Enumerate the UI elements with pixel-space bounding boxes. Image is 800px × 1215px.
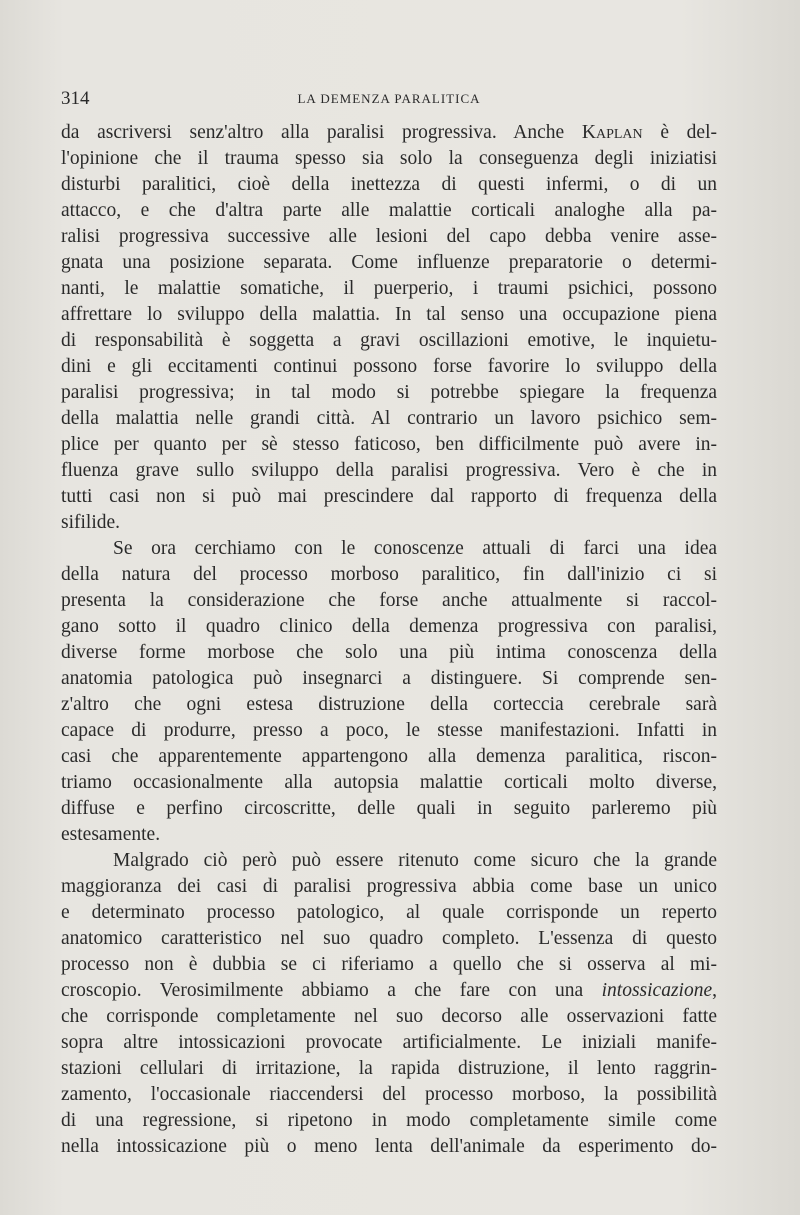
text-line: ralisi progressiva successive alle lesioni del capo debba venire asse- [61,226,717,247]
text-line: della natura del processo morboso paralitico, fin dall'inizio ci si [61,564,717,585]
paragraph-start: Se ora cerchiamo con le conoscenze attuali di farci una idea [113,538,717,559]
text-line: l'opinione che il trauma spesso sia solo la conseguenza degli iniziatisi [61,148,717,169]
author-name: Kaplan [581,122,643,143]
body-text [61,120,717,1160]
text-line: diffuse e perfino circoscritte, delle quali in seguito parleremo più [61,798,717,819]
page-number: 314 [61,88,90,109]
text-line: dini e gli eccitamenti continui possono forse favorire lo sviluppo della [61,356,717,377]
text-line: fluenza grave sullo sviluppo della paralisi progressiva. Vero è che in [61,460,717,481]
text-line: croscopio. Verosimilmente abbiamo a che fare con una intossicazione, [61,980,717,1001]
text-line: anatomico caratteristico nel suo quadro completo. L'essenza di questo [61,928,717,949]
text-line: processo non è dubbia se ci riferiamo a quello che si osserva al mi- [61,954,717,975]
text-line: casi che apparentemente appartengono alla demenza paralitica, riscon- [61,746,717,767]
text-line: plice per quanto per sè stesso faticoso, ben difficilmente può avere in- [61,434,717,455]
text-line: da ascriversi senz'altro alla paralisi progressiva. Anche Kaplan è del- [61,122,717,143]
paragraph-start: Malgrado ciò però può essere ritenuto come sicuro che la grande [113,850,717,871]
running-title: LA DEMENZA PARALITICA [297,91,481,106]
text-line: zamento, l'occasionale riaccendersi del processo morboso, la possibilità [61,1084,717,1105]
text-line: gnata una posizione separata. Come influenze preparatorie o determi- [61,252,717,273]
text-line: gano sotto il quadro clinico della demenza progressiva con paralisi, [61,616,717,637]
text-line: capace di produrre, presso a poco, le stesse manifestazioni. Infatti in [61,720,717,741]
text-line: nanti, le malattie somatiche, il puerperio, i traumi psichici, possono [61,278,717,299]
text-line: presenta la considerazione che forse anche attualmente si raccol- [61,590,717,611]
text-line: anatomia patologica può insegnarci a distinguere. Si comprende sen- [61,668,717,689]
text-line: triamo occasionalmente alla autopsia malattie corticali molto diverse, [61,772,717,793]
text-line: stazioni cellulari di irritazione, la rapida distruzione, il lento raggrin- [61,1058,717,1079]
text-line: della malattia nelle grandi città. Al contrario un lavoro psichico sem- [61,408,717,429]
text-line: nella intossicazione più o meno lenta dell'animale da esperimento do- [61,1136,717,1157]
text-line: che corrisponde completamente nel suo decorso alle osservazioni fatte [61,1006,717,1027]
text-line: paralisi progressiva; in tal modo si potrebbe spiegare la frequenza [61,382,717,403]
text-line: attacco, e che d'altra parte alle malattie corticali analoghe alla pa- [61,200,717,221]
text-line: di una regressione, si ripetono in modo completamente simile come [61,1110,717,1131]
text-line: maggioranza dei casi di paralisi progressiva abbia come base un unico [61,876,717,897]
text-line: tutti casi non si può mai prescindere dal rapporto di frequenza della [61,486,717,507]
emphasized-term: intossicazione [601,980,713,1001]
text-line: e determinato processo patologico, al quale corrisponde un reperto [61,902,717,923]
text-line: affrettare lo sviluppo della malattia. In tal senso una occupazione piena [61,304,717,325]
text-line: diverse forme morbose che solo una più intima conoscenza della [61,642,717,663]
page-header [61,88,717,112]
text-line: disturbi paralitici, cioè della inettezza di questi infermi, o di un [61,174,717,195]
text-line: z'altro che ogni estesa distruzione della corteccia cerebrale sarà [61,694,717,715]
text-line: di responsabilità è soggetta a gravi oscillazioni emotive, le inquietu- [61,330,717,351]
text-line: sifilide. [61,512,121,533]
text-line: estesamente. [61,824,161,845]
text-line: sopra altre intossicazioni provocate artificialmente. Le iniziali manife- [61,1032,717,1053]
